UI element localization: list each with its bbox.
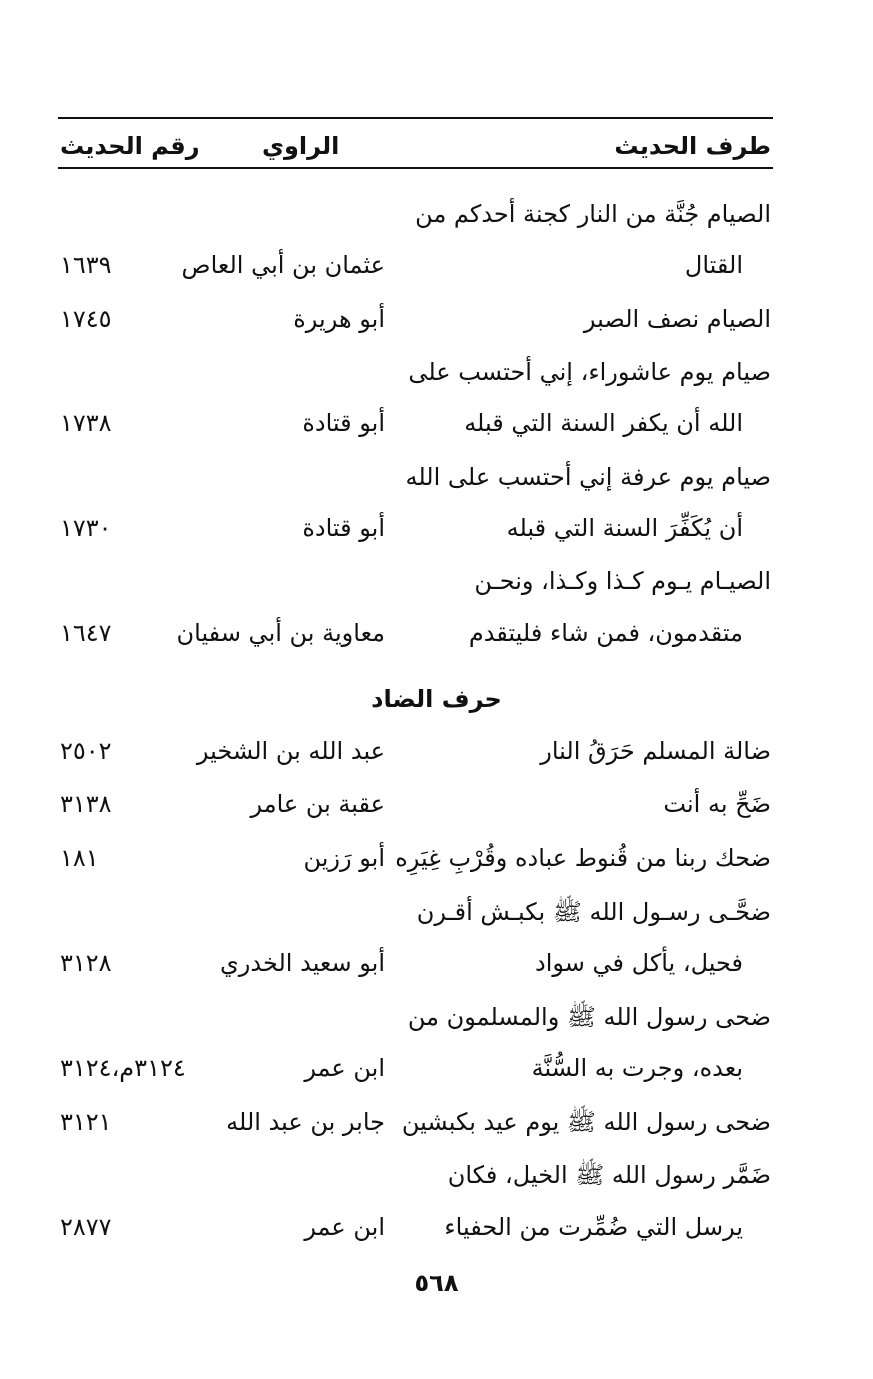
hadith-text: ضحى رسول الله ﷺ يوم عيد بكبشين [401,1108,771,1136]
hadith-text: صيام يوم عاشوراء، إني أحتسب على [408,358,771,386]
hadith-text-continued: القتال [684,251,743,279]
column-header-hadith: طرف الحديث [614,132,771,160]
hadith-number: ١٨١ [60,844,99,872]
hadith-text: ضحَّـى رسـول الله ﷺ بكبـش أقـرن [416,898,771,926]
rawi-name: معاوية بن أبي سفيان [176,619,385,647]
hadith-text: ضالة المسلم حَرَقُ النار [540,737,771,765]
hadith-text-continued: متقدمون، فمن شاء فليتقدم [468,619,743,647]
rawi-name: أبو رَزين [303,844,385,872]
hadith-number: ١٦٤٧ [60,619,112,647]
rawi-name: أبو قتادة [302,514,385,542]
hadith-text-continued: الله أن يكفر السنة التي قبله [464,409,743,437]
hadith-text: الصيام جُنَّة من النار كجنة أحدكم من [415,200,771,228]
hadith-text-continued: بعده، وجرت به السُّنَّة [531,1054,743,1082]
hadith-text-continued: فحيل، يأكل في سواد [535,949,743,977]
column-header-number: رقم الحديث [60,132,200,160]
hadith-number: ١٦٣٩ [60,251,112,279]
rawi-name: عبد الله بن الشخير [196,737,385,765]
hadith-text: ضَمَّر رسول الله ﷺ الخيل، فكان [447,1161,771,1189]
rawi-name: عقبة بن عامر [250,790,385,818]
hadith-text-continued: يرسل التي ضُمِّرت من الحفياء [444,1213,743,1241]
column-header-rawi: الراوي [262,132,340,160]
hadith-text: ضَحِّ به أنت [663,790,771,818]
rawi-name: أبو هريرة [293,305,385,333]
rawi-name: أبو قتادة [302,409,385,437]
header-rule [58,167,773,169]
hadith-text: ضحك ربنا من قُنوط عباده وقُرْبِ غِيَرِه [395,844,771,872]
page-number: ٥٦٨ [414,1269,459,1297]
rawi-name: ابن عمر [304,1213,385,1241]
section-heading: حرف الضاد [371,685,502,713]
hadith-text-continued: أن يُكَفِّرَ السنة التي قبله [506,514,743,542]
hadith-number: ٢٨٧٧ [60,1213,112,1241]
hadith-number: ٣١٢٨ [60,949,112,977]
hadith-number: ١٧٣٠ [60,514,112,542]
rawi-name: ابن عمر [304,1054,385,1082]
rawi-name: أبو سعيد الخدري [220,949,385,977]
hadith-number: ٣١٢١ [60,1108,112,1136]
rawi-name: جابر بن عبد الله [226,1108,385,1136]
hadith-text: صيام يوم عرفة إني أحتسب على الله [405,463,771,491]
hadith-number: ٢٥٠٢ [60,737,112,765]
hadith-text: ضحى رسول الله ﷺ والمسلمون من [407,1003,771,1031]
hadith-number: ١٧٤٥ [60,305,112,333]
hadith-number: ٣١٣٨ [60,790,112,818]
top-rule [58,117,773,119]
hadith-text: الصيام نصف الصبر [583,305,771,333]
hadith-number: ١٧٣٨ [60,409,112,437]
hadith-number: ٣١٢٤م،٣١٢٤ [60,1054,186,1082]
rawi-name: عثمان بن أبي العاص [181,251,385,279]
hadith-text: الصيـام يـوم كـذا وكـذا، ونحـن [474,567,771,595]
